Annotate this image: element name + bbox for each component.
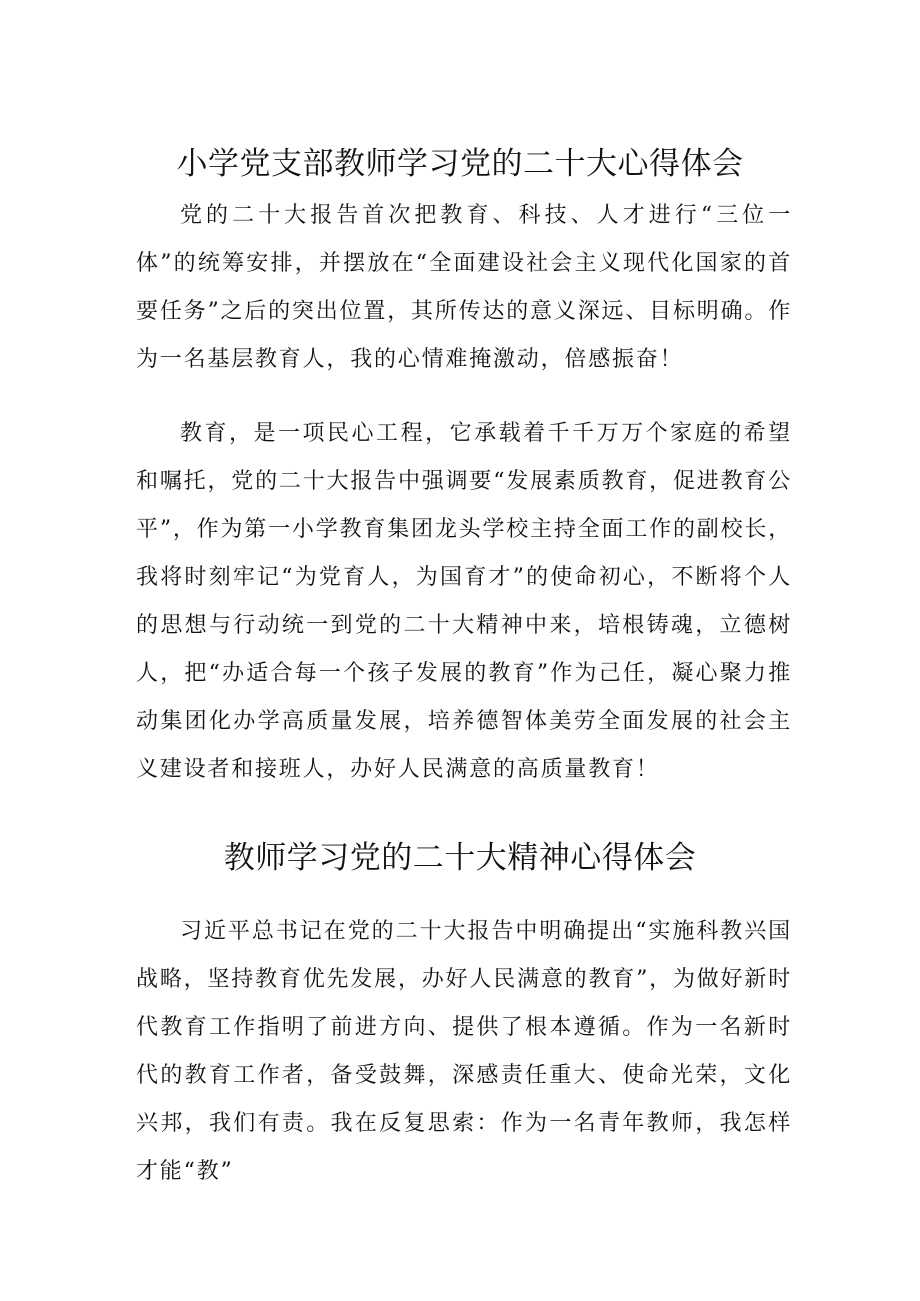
paragraph-2: 教育，是一项民心工程，它承载着千千万万个家庭的希望和嘱托，党的二十大报告中强调要“发展素质教育，促进教育公平”，作为第一小学教育集团龙头学校主持全面工作的副校长，我将时刻牢记“为党育人，为国育才”的使命初心，不断将个人的思想与行动统一到党的二十大精神中来，培根铸魂，立德树人，把“办适合每一个孩子发展的教育”作为己任，凝心聚力推动集团化办学高质量发展，培养德智体美劳全面发展的社会主义建设者和接班人，办好人民满意的高质量教育！ (136, 421, 792, 782)
paragraph-1: 党的二十大报告首次把教育、科技、人才进行“三位一体”的统筹安排，并摆放在“全面建设社会主义现代化国家的首要任务”之后的突出位置，其所传达的意义深远、目标明确。作为一名基层教育人，我的心情难掩激动，倍感振奋！ (136, 203, 792, 372)
section-title-2: 教师学习党的二十大精神心得体会 (223, 840, 697, 876)
paragraph-3: 习近平总书记在党的二十大报告中明确提出“实施科教兴国战略，坚持教育优先发展，办好人民满意的教育”，为做好新时代教育工作指明了前进方向、提供了根本遵循。作为一名新时代的教育工作者，备受鼓舞，深感责任重大、使命光荣，文化兴邦，我们有责。我在反复思索：作为一名青年教师，我怎样才能“教” (136, 919, 792, 1184)
section-title-1: 小学党支部教师学习党的二十大心得体会 (176, 146, 744, 182)
